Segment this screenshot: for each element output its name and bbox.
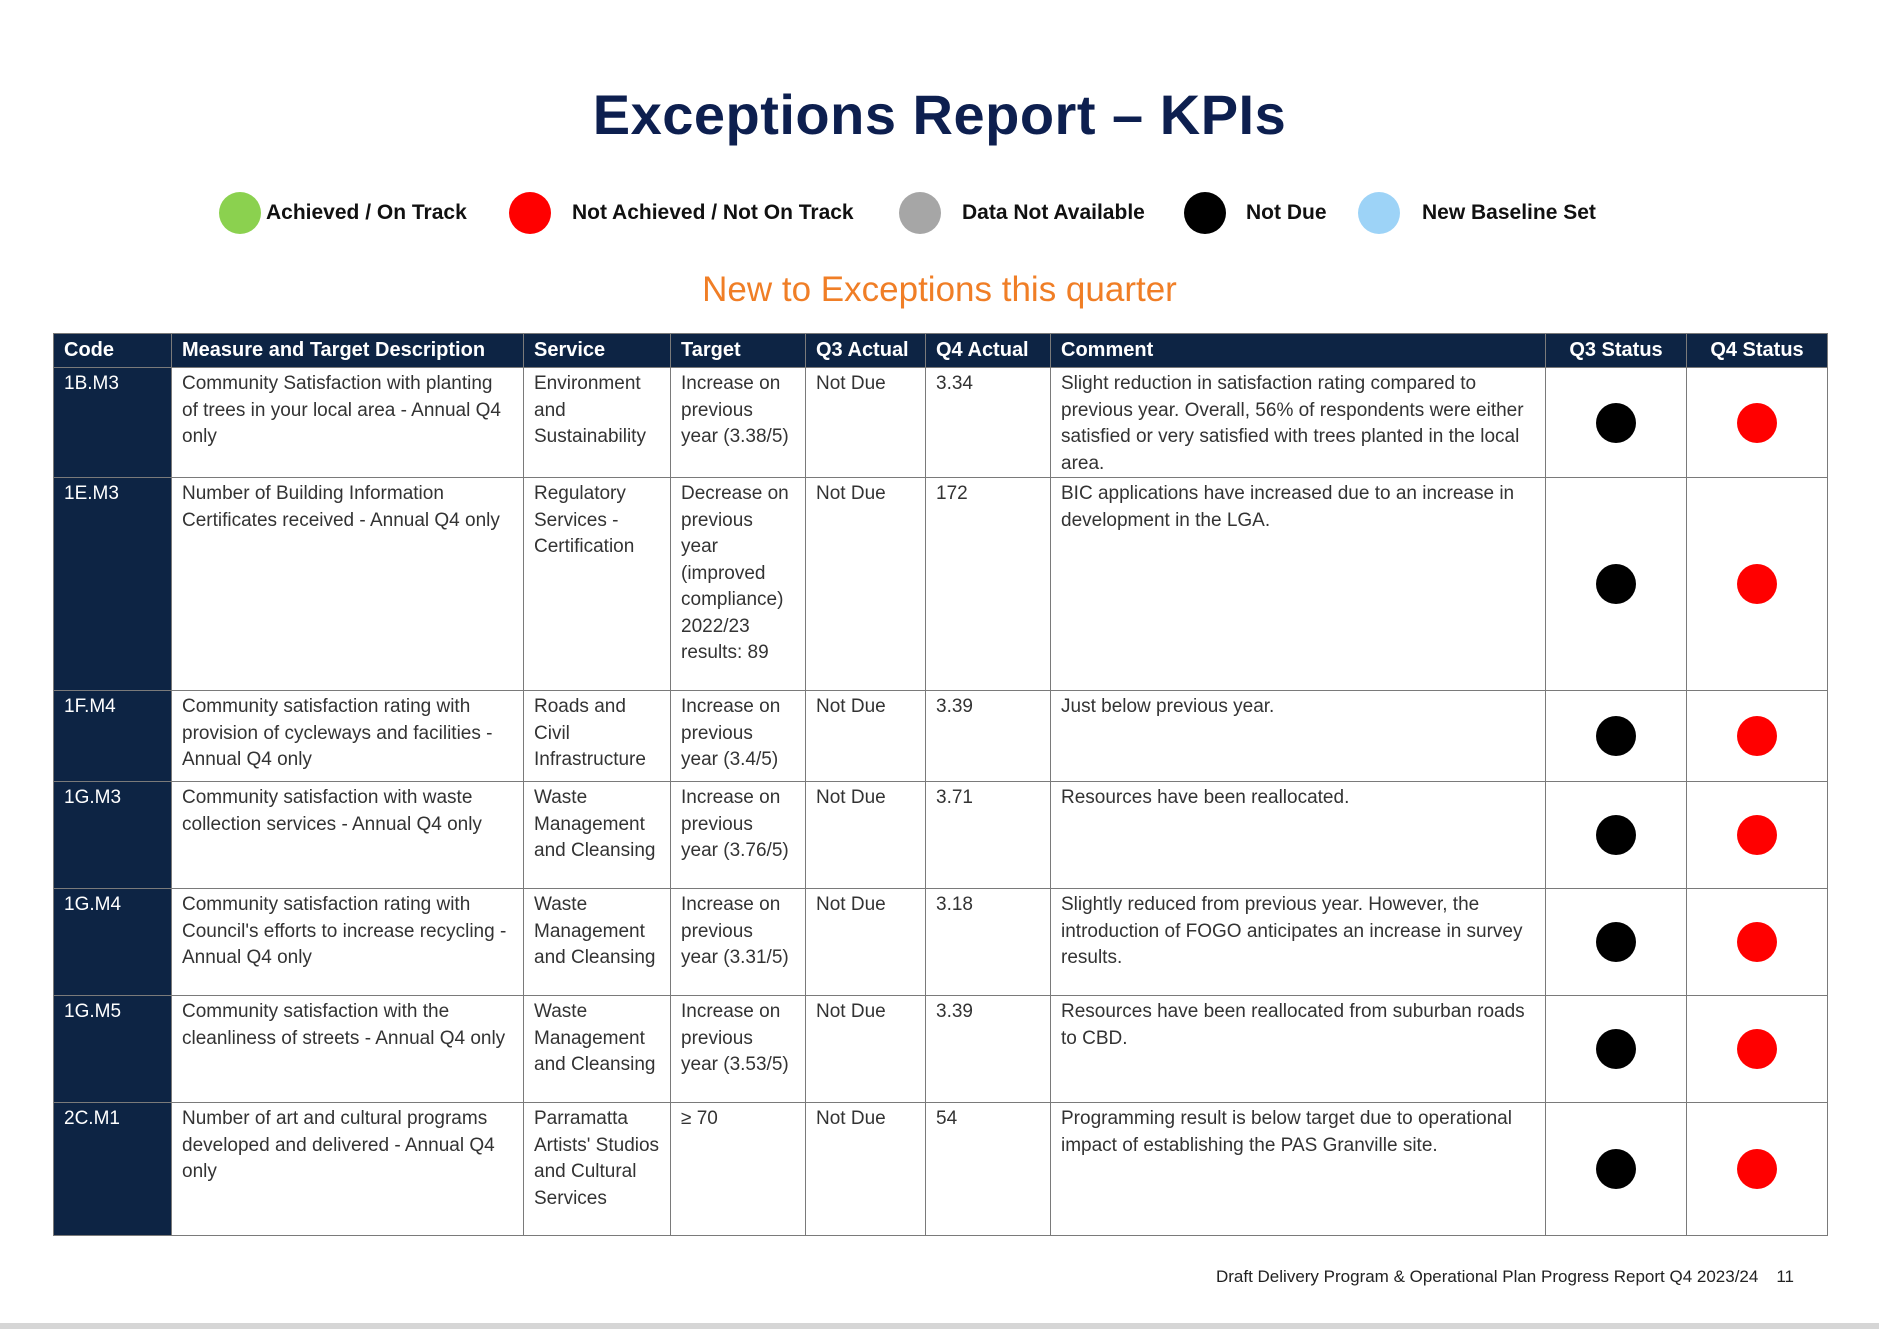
- cell-service: Waste Management and Cleansing: [524, 782, 671, 889]
- cell-comment: Slight reduction in satisfaction rating compared to previous year. Overall, 56% of respondents were either satisfied or very satisfied with trees planted in the local area.: [1051, 368, 1546, 478]
- cell-comment: Programming result is below target due to operational impact of establishing the PAS Granville site.: [1051, 1103, 1546, 1236]
- kpi-exceptions-table: [53, 333, 1828, 1236]
- data-na-dot-icon: [899, 192, 941, 234]
- cell-measure: Number of Building Information Certificates received - Annual Q4 only: [172, 478, 524, 691]
- cell-service: Roads and Civil Infrastructure: [524, 691, 671, 782]
- cell-q4-status: [1687, 478, 1828, 691]
- page-footer: [1216, 1267, 1794, 1287]
- cell-q3-actual: Not Due: [806, 1103, 926, 1236]
- cell-service: Waste Management and Cleansing: [524, 889, 671, 996]
- cell-code: 1F.M4: [54, 691, 172, 782]
- cell-q3-status: [1546, 889, 1687, 996]
- cell-q4-actual: 3.34: [926, 368, 1051, 478]
- cell-code: 2C.M1: [54, 1103, 172, 1236]
- cell-service: Waste Management and Cleansing: [524, 996, 671, 1103]
- q4-status-dot-icon: [1737, 716, 1777, 756]
- col-header-comment: Comment: [1051, 334, 1546, 368]
- q3-status-dot-icon: [1596, 1149, 1636, 1189]
- cell-measure: Number of art and cultural programs developed and delivered - Annual Q4 only: [172, 1103, 524, 1236]
- cell-q4-status: [1687, 996, 1828, 1103]
- legend-label: Not Due: [1246, 201, 1327, 224]
- cell-service: Environment and Sustainability: [524, 368, 671, 478]
- cell-q3-status: [1546, 478, 1687, 691]
- cell-target: Increase on previous year (3.38/5): [671, 368, 806, 478]
- cell-q4-status: [1687, 782, 1828, 889]
- legend-label: Data Not Available: [962, 201, 1145, 224]
- not-achieved-dot-icon: [509, 192, 551, 234]
- q3-status-dot-icon: [1596, 564, 1636, 604]
- table-row: [54, 782, 1828, 889]
- cell-measure: Community satisfaction rating with provision of cycleways and facilities - Annual Q4 only: [172, 691, 524, 782]
- q3-status-dot-icon: [1596, 922, 1636, 962]
- col-header-measure: Measure and Target Description: [172, 334, 524, 368]
- cell-measure: Community satisfaction with the cleanliness of streets - Annual Q4 only: [172, 996, 524, 1103]
- page-number: 11: [1776, 1267, 1794, 1286]
- cell-target: ≥ 70: [671, 1103, 806, 1236]
- col-header-q4-actual: Q4 Actual: [926, 334, 1051, 368]
- cell-q4-actual: 3.71: [926, 782, 1051, 889]
- q3-status-dot-icon: [1596, 716, 1636, 756]
- col-header-target: Target: [671, 334, 806, 368]
- achieved-dot-icon: [219, 192, 261, 234]
- status-legend: [0, 190, 1879, 240]
- cell-target: Increase on previous year (3.53/5): [671, 996, 806, 1103]
- cell-target: Increase on previous year (3.31/5): [671, 889, 806, 996]
- cell-measure: Community satisfaction with waste collection services - Annual Q4 only: [172, 782, 524, 889]
- cell-service: Parramatta Artists' Studios and Cultural Services: [524, 1103, 671, 1236]
- q3-status-dot-icon: [1596, 403, 1636, 443]
- q4-status-dot-icon: [1737, 815, 1777, 855]
- cell-q4-actual: 172: [926, 478, 1051, 691]
- cell-q4-status: [1687, 889, 1828, 996]
- legend-item-new-baseline: [1358, 190, 1596, 236]
- cell-q3-actual: Not Due: [806, 889, 926, 996]
- cell-q3-actual: Not Due: [806, 996, 926, 1103]
- cell-measure: Community Satisfaction with planting of trees in your local area - Annual Q4 only: [172, 368, 524, 478]
- cell-measure: Community satisfaction rating with Council's efforts to increase recycling - Annual Q4 only: [172, 889, 524, 996]
- cell-q4-status: [1687, 368, 1828, 478]
- q4-status-dot-icon: [1737, 564, 1777, 604]
- cell-service: Regulatory Services - Certification: [524, 478, 671, 691]
- q4-status-dot-icon: [1737, 1149, 1777, 1189]
- cell-comment: BIC applications have increased due to an increase in development in the LGA.: [1051, 478, 1546, 691]
- page-bottom-divider: [0, 1323, 1879, 1329]
- col-header-q4-status: Q4 Status: [1687, 334, 1828, 368]
- cell-code: 1E.M3: [54, 478, 172, 691]
- cell-q3-actual: Not Due: [806, 782, 926, 889]
- legend-item-not-achieved: [509, 190, 854, 236]
- section-subtitle: New to Exceptions this quarter: [702, 270, 1177, 309]
- cell-code: 1G.M4: [54, 889, 172, 996]
- footer-report-title: Draft Delivery Program & Operational Plan Progress Report Q4 2023/24: [1215, 1267, 1759, 1286]
- col-header-q3-actual: Q3 Actual: [806, 334, 926, 368]
- cell-q3-status: [1546, 368, 1687, 478]
- cell-q4-actual: 3.39: [926, 691, 1051, 782]
- not-due-dot-icon: [1184, 192, 1226, 234]
- cell-q3-actual: Not Due: [806, 691, 926, 782]
- cell-comment: Resources have been reallocated.: [1051, 782, 1546, 889]
- cell-code: 1G.M3: [54, 782, 172, 889]
- legend-label: Achieved / On Track: [266, 201, 467, 224]
- cell-target: Increase on previous year (3.76/5): [671, 782, 806, 889]
- q3-status-dot-icon: [1596, 1029, 1636, 1069]
- cell-q4-status: [1687, 691, 1828, 782]
- q4-status-dot-icon: [1737, 403, 1777, 443]
- cell-q4-actual: 3.18: [926, 889, 1051, 996]
- legend-label: New Baseline Set: [1422, 201, 1596, 224]
- cell-q4-status: [1687, 1103, 1828, 1236]
- col-header-code: Code: [54, 334, 172, 368]
- legend-item-not-due: [1184, 190, 1327, 236]
- cell-comment: Resources have been reallocated from suburban roads to CBD.: [1051, 996, 1546, 1103]
- cell-q3-status: [1546, 691, 1687, 782]
- col-header-service: Service: [524, 334, 671, 368]
- cell-code: 1B.M3: [54, 368, 172, 478]
- cell-q4-actual: 3.39: [926, 996, 1051, 1103]
- table-row: [54, 478, 1828, 691]
- cell-q3-status: [1546, 996, 1687, 1103]
- table-row: [54, 1103, 1828, 1236]
- legend-item-achieved: [219, 190, 467, 236]
- q3-status-dot-icon: [1596, 815, 1636, 855]
- table-header-row: [54, 334, 1828, 368]
- table-row: [54, 889, 1828, 996]
- page-title: Exceptions Report – KPIs: [592, 83, 1287, 146]
- table-row: [54, 691, 1828, 782]
- table-row: [54, 996, 1828, 1103]
- cell-q3-status: [1546, 782, 1687, 889]
- cell-q3-actual: Not Due: [806, 478, 926, 691]
- cell-code: 1G.M5: [54, 996, 172, 1103]
- cell-target: Decrease on previous year (improved compliance) 2022/23 results: 89: [671, 478, 806, 691]
- cell-q3-actual: Not Due: [806, 368, 926, 478]
- col-header-q3-status: Q3 Status: [1546, 334, 1687, 368]
- new-baseline-dot-icon: [1358, 192, 1400, 234]
- table-row: [54, 368, 1828, 478]
- q4-status-dot-icon: [1737, 1029, 1777, 1069]
- cell-q3-status: [1546, 1103, 1687, 1236]
- legend-item-data-na: [899, 190, 1145, 236]
- cell-comment: Just below previous year.: [1051, 691, 1546, 782]
- legend-label: Not Achieved / Not On Track: [572, 201, 854, 224]
- cell-q4-actual: 54: [926, 1103, 1051, 1236]
- cell-comment: Slightly reduced from previous year. However, the introduction of FOGO anticipates an increase in survey results.: [1051, 889, 1546, 996]
- cell-target: Increase on previous year (3.4/5): [671, 691, 806, 782]
- q4-status-dot-icon: [1737, 922, 1777, 962]
